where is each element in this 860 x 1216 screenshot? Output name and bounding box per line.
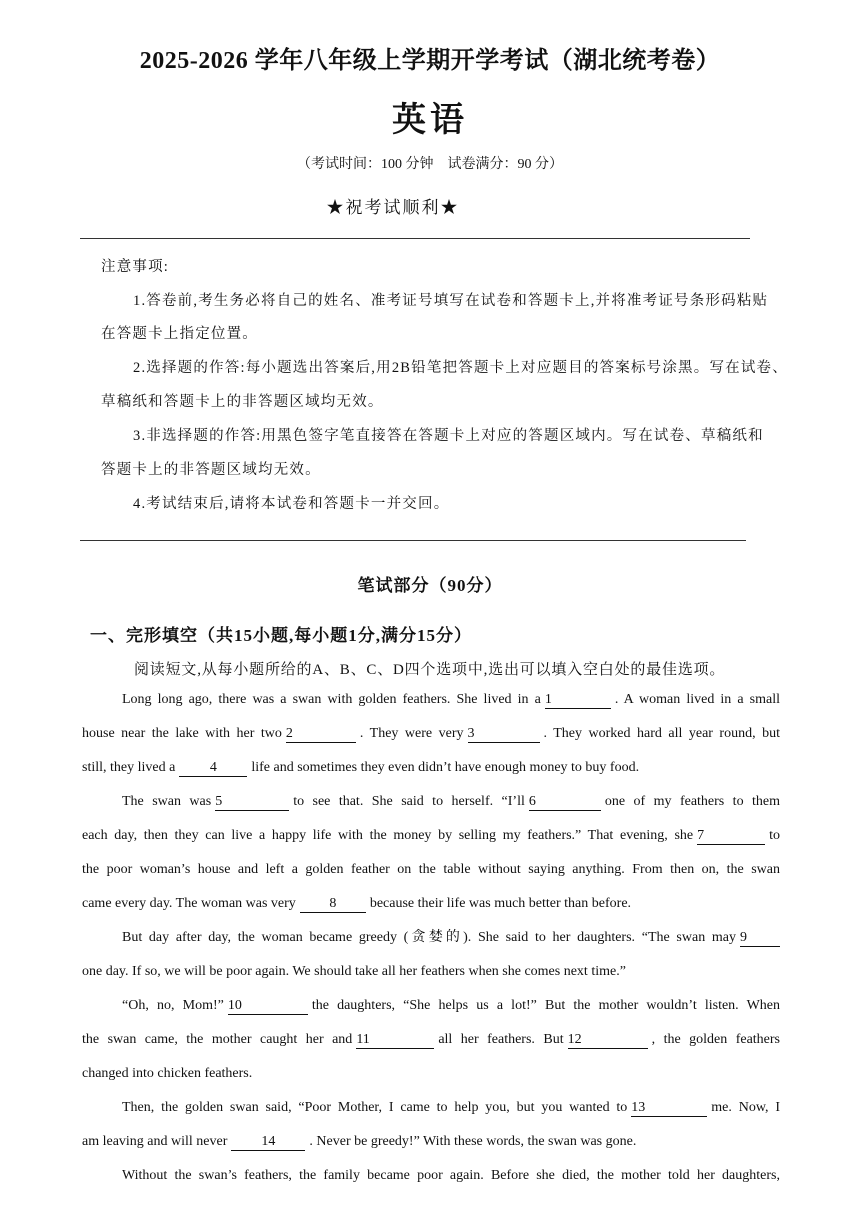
- section-1-title: 一、完形填空（共15小题,每小题1分,满分15分）: [90, 626, 472, 645]
- notice-heading: 注意事项:: [101, 259, 170, 275]
- notice-item-3: 3.非选择题的作答:用黑色签字笔直接答在答题卡上对应的答题区域内。写在试卷、草稿纸和: [133, 428, 764, 444]
- blank-3: 3: [468, 726, 540, 743]
- blank-8: 8: [300, 896, 366, 913]
- blank-13: 13: [631, 1100, 707, 1117]
- blank-10: 10: [228, 998, 308, 1015]
- notice-item-2: 2.选择题的作答:每小题选出答案后,用2B铅笔把答题卡上对应题目的答案标号涂黑。写在试卷、: [133, 360, 788, 376]
- divider-bottom: [80, 540, 746, 541]
- blank-7: 7: [697, 828, 765, 845]
- blank-11: 11: [356, 1032, 434, 1049]
- notice-item-1: 1.答卷前,考生务必将自己的姓名、准考证号填写在试卷和答题卡上,并将准考证号条形码粘贴: [133, 293, 769, 309]
- part-title: 笔试部分（90分）: [357, 576, 503, 595]
- passage-line: came every day. The woman was very 8 because their life was much better than before.: [82, 896, 632, 911]
- blank-2: 2: [286, 726, 356, 743]
- passage-line: The swan was 5 to see that. She said to herself. “I’ll 6 one of my feathers to them: [122, 794, 780, 809]
- passage-line: “Oh, no, Mom!” 10 the daughters, “She helps us a lot!” But the mother wouldn’t listen. When: [122, 998, 781, 1013]
- subject-title: 英语: [392, 102, 468, 139]
- blank-1: 1: [545, 692, 611, 709]
- blank-4: 4: [179, 760, 247, 777]
- passage-line: one day. If so, we will be poor again. We should take all her feathers when she comes next time.”: [82, 964, 626, 979]
- exam-info: （考试时间：100 分钟 试卷满分：90 分）: [297, 157, 563, 172]
- blank-12: 12: [568, 1032, 648, 1049]
- blank-5: 5: [215, 794, 289, 811]
- passage-line: Then, the golden swan said, “Poor Mother, I came to help you, but you wanted to 13 me. Now, I: [122, 1100, 780, 1115]
- passage-line: the poor woman’s house and left a golden feather on the table without saying anything. From then on, the swan: [82, 862, 780, 877]
- passage-line: Long long ago, there was a swan with golden feathers. She lived in a 1 . A woman lived in a small: [122, 692, 780, 707]
- divider-top: [80, 238, 750, 239]
- notice-item-3-cont: 答题卡上的非答题区域均无效。: [101, 462, 321, 478]
- passage-line: am leaving and will never 14 . Never be greedy!” With these words, the swan was gone.: [82, 1134, 637, 1149]
- passage-line: the swan came, the mother caught her and 11 all her feathers. But 12 , the golden feathers: [82, 1032, 781, 1047]
- blank-9: 9: [740, 930, 780, 947]
- passage-line: each day, then they can live a happy life with the money by selling my feathers.” That evening, she 7 to: [82, 828, 780, 843]
- notice-item-1-cont: 在答题卡上指定位置。: [101, 326, 258, 342]
- exam-title: 2025-2026 学年八年级上学期开学考试（湖北统考卷）: [139, 48, 721, 74]
- section-1-instruction: 阅读短文,从每小题所给的A、B、C、D四个选项中,选出可以填入空白处的最佳选项。: [134, 662, 726, 678]
- notice-item-2-cont: 草稿纸和答题卡上的非答题区域均无效。: [101, 394, 384, 410]
- blank-6: 6: [529, 794, 601, 811]
- passage-line: still, they lived a 4 life and sometimes they even didn’t have enough money to buy food.: [82, 760, 640, 775]
- passage-line: changed into chicken feathers.: [82, 1066, 253, 1081]
- passage-line: Without the swan’s feathers, the family became poor again. Before she died, the mother told her daughters,: [122, 1168, 780, 1183]
- notice-item-4: 4.考试结束后,请将本试卷和答题卡一并交回。: [133, 496, 450, 512]
- blank-14: 14: [231, 1134, 305, 1151]
- good-luck-wish: ★祝考试顺利★: [326, 198, 460, 217]
- passage-line: house near the lake with her two 2 . They were very 3 . They worked hard all year round, but: [82, 726, 780, 741]
- passage-line: But day after day, the woman became greedy (贪婪的). She said to her daughters. “The swan may 9: [82, 921, 780, 955]
- passage: [82, 683, 780, 1193]
